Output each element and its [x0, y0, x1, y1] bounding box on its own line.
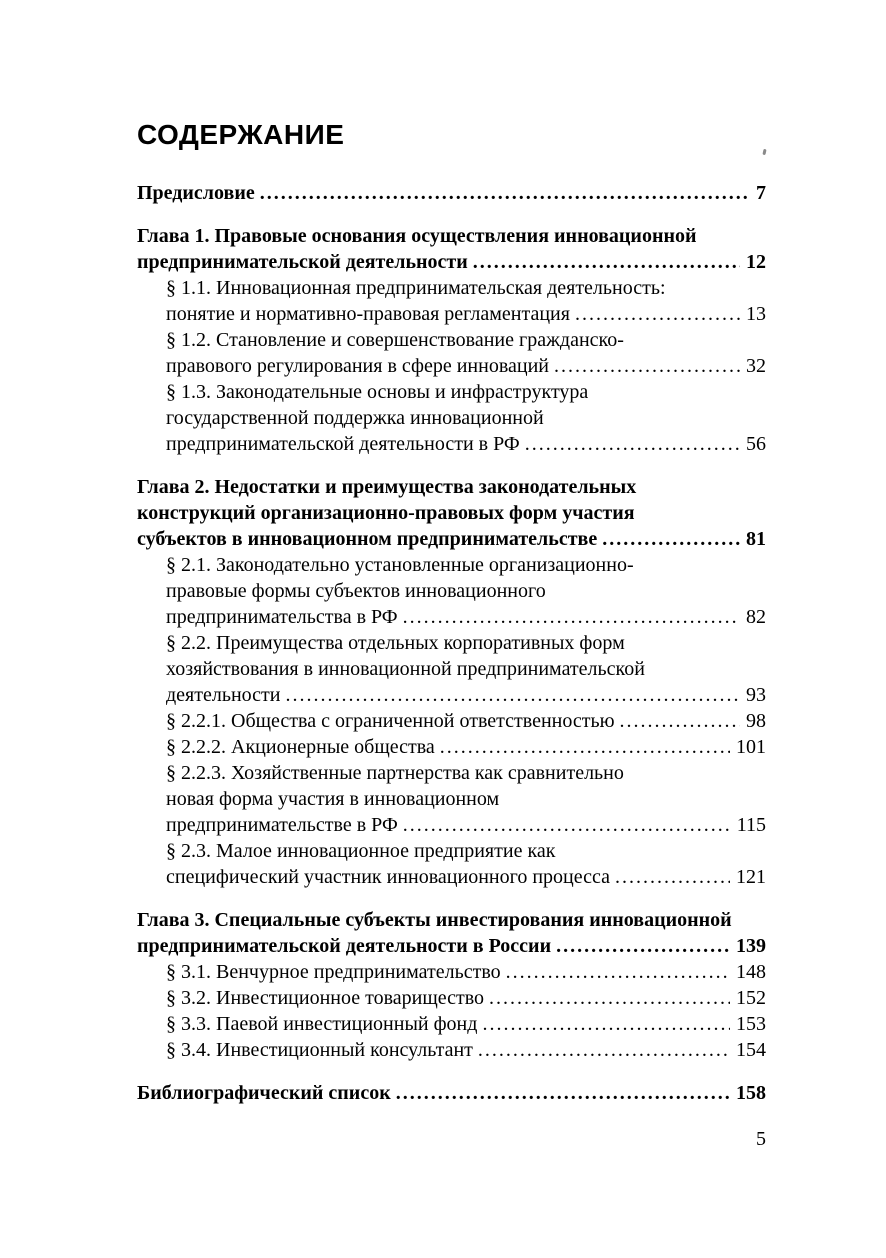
dot-leader	[620, 708, 740, 734]
toc-entry-last-line	[166, 1011, 766, 1037]
toc-entry-text: предпринимательской деятельности	[137, 251, 468, 273]
toc-entry	[137, 1011, 766, 1037]
toc-entry-text: § 2.3. Малое инновационное предприятие как	[166, 840, 556, 862]
toc-entry	[137, 552, 766, 630]
dot-leader	[473, 249, 740, 275]
toc-entry-last-line	[166, 353, 766, 379]
dot-leader	[403, 812, 731, 838]
toc-entry-page-number: 154	[736, 1039, 766, 1061]
toc-entry-text: предпринимательской деятельности в РФ	[166, 433, 520, 455]
toc-entry-page-number: 158	[736, 1082, 766, 1104]
dot-leader	[403, 604, 740, 630]
toc-entry-text: предпринимательской деятельности в России	[137, 935, 552, 957]
toc-entry-text: § 2.2.2. Акционерные общества	[166, 736, 435, 758]
toc-entry-page-number: 148	[736, 961, 766, 983]
toc-entry	[137, 275, 766, 327]
toc-entry-last-line	[166, 734, 766, 760]
toc-entry-page-number: 153	[736, 1013, 766, 1035]
toc-entry-page-number: 32	[746, 355, 766, 377]
toc-entry-text: субъектов в инновационном предпринимательстве	[137, 528, 598, 550]
toc-entry-text: § 2.2. Преимущества отдельных корпоративных форм	[166, 632, 625, 654]
dot-leader	[575, 301, 740, 327]
toc-entry-text: § 3.4. Инвестиционный консультант	[166, 1039, 473, 1061]
dot-leader	[489, 985, 730, 1011]
dot-leader	[396, 1080, 730, 1106]
toc-entry	[137, 180, 766, 206]
dot-leader	[615, 864, 730, 890]
dot-leader	[556, 933, 730, 959]
toc-entry-text: § 1.2. Становление и совершенствование гражданско-	[166, 329, 624, 351]
toc-entry-text: правового регулирования в сфере инноваций	[166, 355, 549, 377]
toc-entry-text: Библиографический список	[137, 1082, 391, 1104]
dot-leader	[478, 1037, 730, 1063]
toc-entry-text: государственной поддержка инновационной	[166, 407, 544, 429]
dot-leader	[440, 734, 730, 760]
toc-entry-last-line	[166, 301, 766, 327]
toc-entry-last-line	[166, 604, 766, 630]
toc-entry-text: Глава 3. Специальные субъекты инвестирования инновационной	[137, 909, 732, 931]
toc-entry-text: специфический участник инновационного процесса	[166, 866, 610, 888]
toc-entry-text: § 2.2.3. Хозяйственные партнерства как сравнительно	[166, 762, 624, 784]
toc-entry	[137, 985, 766, 1011]
toc-entry	[137, 959, 766, 985]
dot-leader	[482, 1011, 730, 1037]
toc-entry-last-line	[137, 1080, 766, 1106]
dot-leader	[554, 353, 740, 379]
dot-leader	[506, 959, 730, 985]
toc-entry-page-number: 93	[746, 684, 766, 706]
toc-entry	[137, 708, 766, 734]
toc-entry-last-line	[137, 526, 766, 552]
toc-entry-last-line	[166, 431, 766, 457]
toc-entry	[137, 474, 766, 552]
toc-entry-last-line	[166, 708, 766, 734]
toc-entry	[137, 327, 766, 379]
toc-entry	[137, 760, 766, 838]
toc-entry-last-line	[166, 1037, 766, 1063]
dot-leader	[602, 526, 740, 552]
toc-entry-last-line	[166, 812, 766, 838]
toc-entry-text: § 2.2.1. Общества с ограниченной ответственностью	[166, 710, 615, 732]
toc-entry	[137, 1080, 766, 1106]
page-number: 5	[756, 1128, 766, 1150]
toc-entry-page-number: 7	[756, 182, 766, 204]
toc-entry-page-number: 12	[746, 251, 766, 273]
toc-entry-text: § 1.3. Законодательные основы и инфраструктура	[166, 381, 589, 403]
toc-entry-page-number: 121	[736, 866, 766, 888]
toc-entry-text: Глава 2. Недостатки и преимущества законодательных	[137, 476, 637, 498]
toc-entry-last-line	[137, 933, 766, 959]
toc-entry-page-number: 81	[746, 528, 766, 550]
toc-entry-text: § 2.1. Законодательно установленные организационно-	[166, 554, 634, 576]
toc-entry-page-number: 139	[736, 935, 766, 957]
toc-entry	[137, 1037, 766, 1063]
toc-entry-text: § 3.2. Инвестиционное товарищество	[166, 987, 485, 1009]
toc-entry	[137, 630, 766, 708]
page-title: СОДЕРЖАНИЕ	[137, 119, 345, 150]
toc-entry	[137, 907, 766, 959]
toc-entry-text: предпринимательства в РФ	[166, 606, 398, 628]
toc-entry-text: предпринимательстве в РФ	[166, 814, 398, 836]
toc-list	[137, 180, 766, 1106]
toc-entry-page-number: 101	[736, 736, 766, 758]
toc-entry-text: § 1.1. Инновационная предпринимательская деятельность:	[166, 277, 666, 299]
toc-entry-text: понятие и нормативно-правовая регламентация	[166, 303, 570, 325]
dot-leader	[260, 180, 750, 206]
toc-entry-page-number: 13	[746, 303, 766, 325]
toc-entry-page-number: 56	[746, 433, 766, 455]
toc-entry-text: деятельности	[166, 684, 281, 706]
toc-entry-text: Предисловие	[137, 182, 255, 204]
toc-entry-page-number: 82	[746, 606, 766, 628]
toc-entry	[137, 734, 766, 760]
toc-entry-last-line	[166, 959, 766, 985]
toc-entry	[137, 223, 766, 275]
toc-entry-page-number: 115	[736, 814, 766, 836]
toc-entry-text: Глава 1. Правовые основания осуществления инновационной	[137, 225, 697, 247]
toc-entry-last-line	[137, 180, 766, 206]
toc-entry-text: правовые формы субъектов инновационного	[166, 580, 546, 602]
toc-entry	[137, 379, 766, 457]
toc-entry-page-number: 98	[746, 710, 766, 732]
dot-leader	[286, 682, 741, 708]
page-content	[137, 120, 766, 1106]
toc-entry-page-number: 152	[736, 987, 766, 1009]
toc-entry	[137, 838, 766, 890]
toc-entry-text: § 3.3. Паевой инвестиционный фонд	[166, 1013, 478, 1035]
toc-entry-text: новая форма участия в инновационном	[166, 788, 500, 810]
toc-entry-last-line	[166, 682, 766, 708]
toc-entry-last-line	[166, 864, 766, 890]
dot-leader	[525, 431, 740, 457]
toc-entry-last-line	[166, 985, 766, 1011]
toc-entry-last-line	[137, 249, 766, 275]
toc-entry-text: конструкций организационно-правовых форм участия	[137, 502, 635, 524]
toc-entry-text: хозяйствования в инновационной предпринимательской	[166, 658, 645, 680]
toc-entry-text: § 3.1. Венчурное предпринимательство	[166, 961, 501, 983]
